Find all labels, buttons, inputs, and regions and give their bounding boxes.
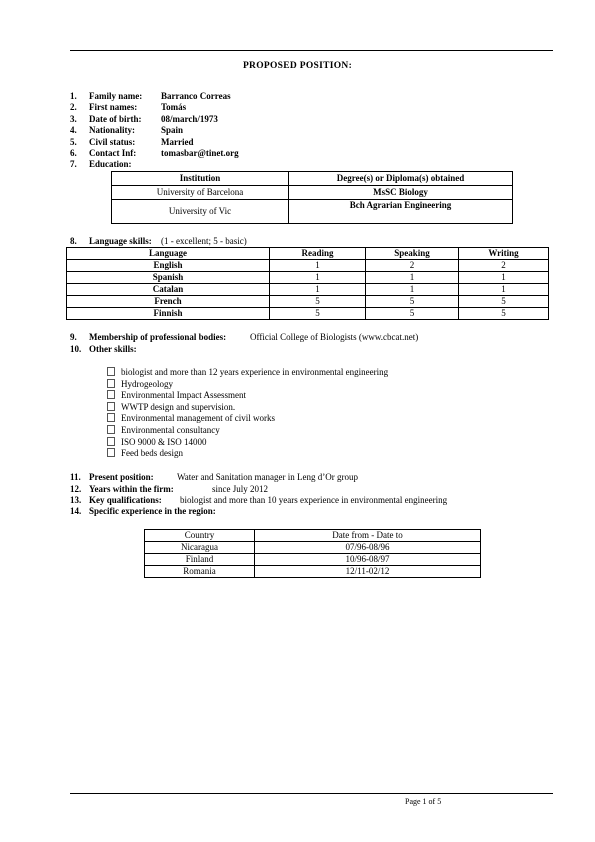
date-of-birth-value: 08/march/1973 xyxy=(161,114,218,124)
list-item xyxy=(107,425,388,437)
skill-text: WWTP design and supervision. xyxy=(121,401,236,412)
table-cell: 1 xyxy=(366,284,459,296)
table-row xyxy=(112,200,513,224)
table-header: Country xyxy=(145,530,255,542)
table-cell: Catalan xyxy=(67,284,270,296)
table-cell: 2 xyxy=(459,260,549,272)
table-row xyxy=(67,284,549,296)
skill-text: Environmental consultancy xyxy=(121,424,220,435)
table-cell: 5 xyxy=(459,296,549,308)
table-cell: 5 xyxy=(366,296,459,308)
item-number: 1. xyxy=(70,91,77,101)
item-label: First names: xyxy=(89,102,138,112)
item-number: 9. xyxy=(70,332,77,342)
language-scale-note: (1 - excellent; 5 - basic) xyxy=(161,236,247,246)
table-row xyxy=(145,542,481,554)
skill-text: Environmental management of civil works xyxy=(121,413,275,424)
nationality-value: Spain xyxy=(161,125,184,135)
table-cell: Romania xyxy=(145,566,255,578)
item-number: 4. xyxy=(70,125,77,135)
bullet-box-icon xyxy=(107,402,115,411)
table-cell: 1 xyxy=(270,260,366,272)
table-row xyxy=(67,272,549,284)
bullet-box-icon xyxy=(107,448,115,457)
skill-text: biologist and more than 12 years experience in environmental engineering xyxy=(121,367,389,377)
table-header-row xyxy=(67,248,549,260)
table-cell: University of Barcelona xyxy=(112,186,289,200)
item-label: Key qualifications: xyxy=(89,495,162,505)
table-cell: 5 xyxy=(459,308,549,320)
other-skills-list xyxy=(107,367,388,460)
item-label: Civil status: xyxy=(89,137,136,147)
language-table xyxy=(66,247,549,320)
table-cell: 2 xyxy=(366,260,459,272)
page-title: PROPOSED POSITION: xyxy=(242,61,353,71)
table-cell: Finland xyxy=(145,554,255,566)
table-cell: University of Vic xyxy=(112,200,289,224)
table-cell: 5 xyxy=(270,308,366,320)
list-item xyxy=(107,390,388,402)
table-cell: 07/96-08/96 xyxy=(255,542,481,554)
table-row xyxy=(67,296,549,308)
table-cell: MsSC Biology xyxy=(289,186,513,200)
item-number: 12. xyxy=(70,484,82,494)
table-header-row xyxy=(145,530,481,542)
item-label: Years within the firm: xyxy=(89,484,174,494)
item-number: 13. xyxy=(70,495,82,505)
contact-info-value: tomasbar@tinet.org xyxy=(161,148,239,158)
table-cell: 5 xyxy=(366,308,459,320)
table-cell: French xyxy=(67,296,270,308)
list-item xyxy=(107,413,388,425)
table-row xyxy=(145,554,481,566)
table-cell: 5 xyxy=(270,296,366,308)
table-header: Degree(s) or Diploma(s) obtained xyxy=(289,172,513,186)
item-label: Education: xyxy=(89,159,132,169)
table-cell: 1 xyxy=(270,272,366,284)
membership-value: Official College of Biologists (www.cbcat.net) xyxy=(250,332,419,342)
family-name-value: Barranco Correas xyxy=(161,91,231,101)
table-header: Reading xyxy=(270,248,366,260)
item-number: 7. xyxy=(70,159,77,169)
bullet-box-icon xyxy=(107,425,115,434)
list-item xyxy=(107,448,388,460)
table-header-row xyxy=(112,172,513,186)
item-label: Date of birth: xyxy=(89,114,142,124)
skill-text: Feed beds design xyxy=(121,448,183,459)
key-qualifications-value: biologist and more than 10 years experience in environmental engineering xyxy=(180,495,448,505)
table-cell: Bch Agrarian Engineering xyxy=(289,200,513,224)
item-number: 14. xyxy=(70,506,82,516)
table-cell: 1 xyxy=(459,284,549,296)
item-label: Contact Inf: xyxy=(89,148,137,158)
years-firm-value: since July 2012 xyxy=(212,484,268,494)
table-header: Institution xyxy=(112,172,289,186)
item-number: 2. xyxy=(70,102,77,112)
table-cell: Spanish xyxy=(67,272,270,284)
item-number: 3. xyxy=(70,114,77,124)
bullet-box-icon xyxy=(107,379,115,388)
page-number: Page 1 of 5 xyxy=(405,797,442,806)
table-cell: 12/11-02/12 xyxy=(255,566,481,578)
skill-text: ISO 9000 & ISO 14000 xyxy=(121,436,207,447)
item-label: Nationality: xyxy=(89,125,135,135)
table-cell: English xyxy=(67,260,270,272)
table-row xyxy=(112,186,513,200)
table-header: Date from - Date to xyxy=(255,530,481,542)
table-header: Speaking xyxy=(366,248,459,260)
table-row xyxy=(145,566,481,578)
item-label: Membership of professional bodies: xyxy=(89,332,227,342)
item-number: 10. xyxy=(70,344,82,354)
list-item xyxy=(107,402,388,414)
bullet-box-icon xyxy=(107,367,115,376)
item-label: Other skills: xyxy=(89,344,137,354)
table-cell: Nicaragua xyxy=(145,542,255,554)
item-label: Specific experience in the region: xyxy=(89,506,216,516)
present-position-value: Water and Sanitation manager in Leng d’Or group xyxy=(177,472,358,482)
table-cell: 1 xyxy=(270,284,366,296)
table-header: Language xyxy=(67,248,270,260)
item-number: 8. xyxy=(70,236,77,246)
bullet-box-icon xyxy=(107,437,115,446)
table-cell: 10/96-08/97 xyxy=(255,554,481,566)
list-item xyxy=(107,367,388,379)
education-table xyxy=(111,171,513,224)
table-cell: 1 xyxy=(459,272,549,284)
list-item xyxy=(107,437,388,449)
first-names-value: Tomás xyxy=(161,102,187,112)
item-label: Present position: xyxy=(89,472,154,482)
item-number: 11. xyxy=(70,472,81,482)
item-label: Family name: xyxy=(89,91,143,101)
table-header: Writing xyxy=(459,248,549,260)
skill-text: Environmental Impact Assessment xyxy=(121,390,246,401)
list-item xyxy=(107,379,388,391)
bottom-rule xyxy=(70,793,553,794)
bullet-box-icon xyxy=(107,413,115,422)
skill-text: Hydrogeology xyxy=(121,378,173,389)
table-cell: Finnish xyxy=(67,308,270,320)
table-row xyxy=(67,260,549,272)
table-cell: 1 xyxy=(366,272,459,284)
table-row xyxy=(67,308,549,320)
bullet-box-icon xyxy=(107,390,115,399)
item-number: 6. xyxy=(70,148,77,158)
specific-experience-table xyxy=(144,529,481,578)
civil-status-value: Married xyxy=(161,137,194,147)
top-rule xyxy=(70,50,553,51)
item-number: 5. xyxy=(70,137,77,147)
item-label: Language skills: xyxy=(89,236,152,246)
